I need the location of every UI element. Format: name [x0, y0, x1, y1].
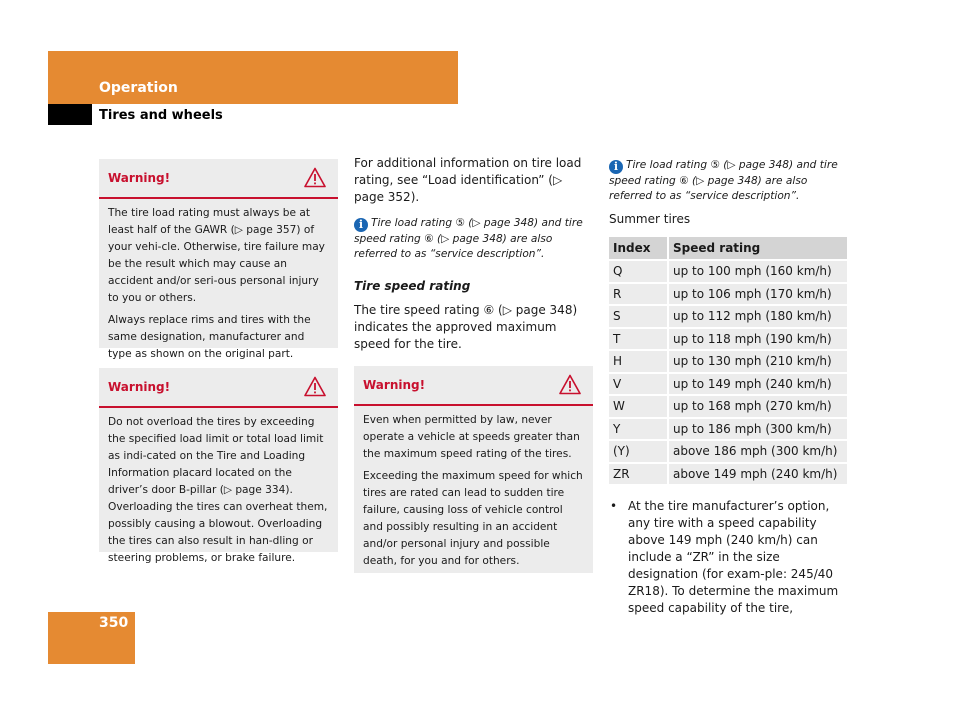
subsection-title: Tires and wheels: [99, 108, 223, 123]
table-row: [609, 464, 847, 485]
warning-title: Warning!: [108, 171, 171, 185]
warning-box-load-rating: [99, 159, 338, 360]
table-cell: up to 112 mph (180 km/h): [669, 306, 847, 327]
info-note: [354, 216, 594, 262]
table-cell: up to 186 mph (300 km/h): [669, 419, 847, 440]
warning-paragraph: The tire load rating must always be at least half of the GAWR (▷ page 357) of your vehi-cle. Otherwise, tire failure may be the result which may cause an accident and/or seri-ous personal injury to you or others.: [108, 207, 325, 304]
table-cell: (Y): [609, 441, 669, 462]
table-cell: up to 100 mph (160 km/h): [669, 261, 847, 282]
warning-paragraph: Exceeding the maximum speed for which tires are rated can lead to sudden tire failure, causing loss of vehicle control and possibly resulting in an accident and/or personal injury and possible death, for you and for others.: [363, 470, 583, 567]
warning-triangle-icon: [304, 167, 326, 188]
table-row: [609, 351, 847, 372]
table-row: [609, 441, 847, 462]
page-number: 350: [99, 615, 129, 631]
info-icon: i: [354, 218, 368, 232]
table-caption: Summer tires: [609, 212, 691, 226]
table-cell: up to 130 mph (210 km/h): [669, 351, 847, 372]
header-band: [48, 51, 458, 104]
table-cell: above 149 mph (240 km/h): [669, 464, 847, 485]
table-cell: ZR: [609, 464, 669, 485]
bullet-item: [610, 498, 850, 617]
table-cell: W: [609, 396, 669, 417]
speed-rating-paragraph: The tire speed rating ⑥ (▷ page 348) indicates the approved maximum speed for the tire.: [354, 303, 578, 351]
table-row: [609, 306, 847, 327]
table-cell: Q: [609, 261, 669, 282]
info-note-text: Tire load rating ⑤ (▷ page 348) and tire speed rating ⑥ (▷ page 348) are also referred to as “service description”.: [609, 159, 838, 202]
table-row: [609, 374, 847, 395]
warning-body: [354, 406, 593, 578]
warning-title: Warning!: [363, 378, 426, 392]
warning-header: [354, 366, 593, 406]
info-note-text: Tire load rating ⑤ (▷ page 348) and tire speed rating ⑥ (▷ page 348) are also referred to as “service description”.: [354, 217, 583, 260]
table-cell: V: [609, 374, 669, 395]
bullet-dot-icon: •: [610, 499, 618, 513]
warning-paragraph: Do not overload the tires by exceeding the specified load limit or total load limit as indi-cated on the Tire and Loading Information placard located on the driver’s door B-pillar (▷ page 334). Overloading the tires can overheat them, possibly causing a blowout. Overloading the tires can also result in han-dling or steering problems, or brake failure.: [108, 416, 328, 564]
table-cell: up to 149 mph (240 km/h): [669, 374, 847, 395]
table-cell: H: [609, 351, 669, 372]
load-info-paragraph: For additional information on tire load rating, see “Load identification” (▷ page 352).: [354, 156, 582, 204]
warning-body: [99, 199, 338, 371]
warning-triangle-icon: [559, 374, 581, 395]
info-icon: i: [609, 160, 623, 174]
header-black-marker: [48, 104, 92, 125]
warning-box-max-speed: [354, 366, 593, 573]
warning-paragraph: Even when permitted by law, never operate a vehicle at speeds greater than the maximum speed rating of the tires.: [363, 414, 580, 460]
table-cell: up to 168 mph (270 km/h): [669, 396, 847, 417]
warning-header: [99, 159, 338, 199]
table-header-row: [609, 237, 847, 259]
table-cell: Y: [609, 419, 669, 440]
table-cell: S: [609, 306, 669, 327]
table-row: [609, 261, 847, 282]
table-cell: up to 106 mph (170 km/h): [669, 284, 847, 305]
section-title: Operation: [99, 80, 178, 96]
table-row: [609, 329, 847, 350]
table-cell: T: [609, 329, 669, 350]
speed-rating-heading: Tire speed rating: [354, 279, 471, 293]
table-header-cell: Index: [609, 237, 669, 259]
table-cell: above 186 mph (300 km/h): [669, 441, 847, 462]
warning-body: [99, 408, 338, 575]
table-row: [609, 419, 847, 440]
warning-triangle-icon: [304, 376, 326, 397]
table-cell: R: [609, 284, 669, 305]
warning-paragraph: Always replace rims and tires with the same designation, manufacturer and type as shown on the original part.: [108, 314, 311, 360]
warning-title: Warning!: [108, 380, 171, 394]
info-note: [609, 158, 849, 204]
bullet-text: At the tire manufacturer’s option, any tire with a speed capability above 149 mph (240 km/h) can include a “ZR” in the size designation (for exam-ple: 245/40 ZR18). To determine the maximum speed capability of the tire,: [628, 499, 839, 615]
table-header-cell: Speed rating: [669, 237, 847, 259]
warning-box-overload: [99, 368, 338, 564]
table-cell: up to 118 mph (190 km/h): [669, 329, 847, 350]
table-row: [609, 396, 847, 417]
table-row: [609, 284, 847, 305]
speed-rating-table: [609, 235, 847, 486]
warning-header: [99, 368, 338, 408]
